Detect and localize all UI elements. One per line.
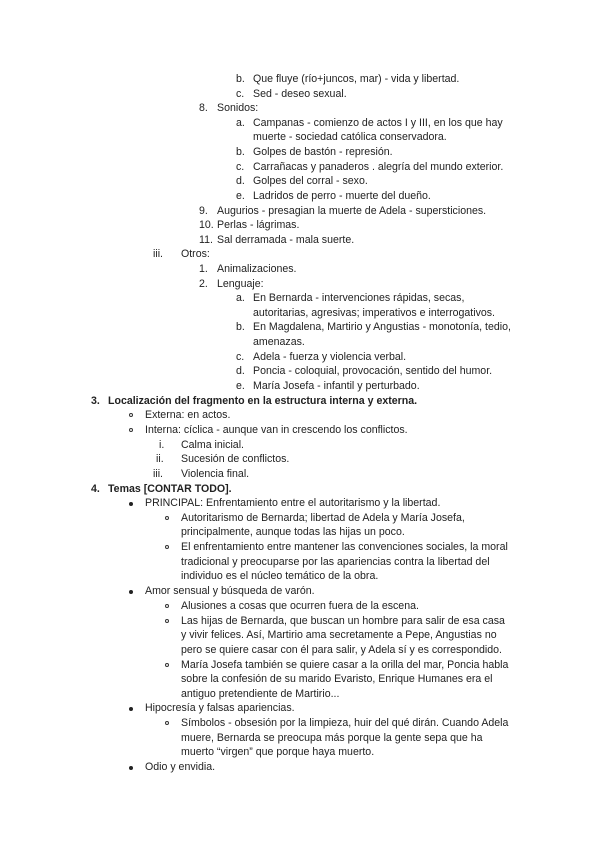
list-label: c. bbox=[236, 88, 245, 100]
list-item-text: Sucesión de conflictos. bbox=[181, 453, 290, 465]
list-item-text: En Bernarda - intervenciones rápidas, secas, bbox=[253, 292, 465, 304]
list-label: b. bbox=[236, 321, 245, 333]
list-item-text: El enfrentamiento entre mantener las convenciones sociales, la moral bbox=[181, 541, 508, 553]
list-item-text: PRINCIPAL: Enfrentamiento entre el autoritarismo y la libertad. bbox=[145, 497, 441, 509]
hollow-bullet-icon bbox=[129, 428, 133, 432]
hollow-bullet-icon bbox=[165, 663, 169, 667]
list-item-text: Campanas - comienzo de actos I y III, en los que hay bbox=[253, 117, 503, 129]
list-item-text: pero se quiere casar con él para salir, y Adela sí y es correspondido. bbox=[181, 644, 502, 656]
bullet-icon bbox=[129, 707, 133, 711]
list-label: d. bbox=[236, 365, 245, 377]
list-item-text: muerte - sociedad católica conservadora. bbox=[253, 131, 447, 143]
bullet-icon bbox=[129, 502, 133, 506]
list-number: 8. bbox=[199, 102, 208, 114]
list-item-text: Ladridos de perro - muerte del dueño. bbox=[253, 190, 431, 202]
list-item-text: Augurios - presagian la muerte de Adela - supersticiones. bbox=[217, 205, 487, 217]
list-item-text: tradicional y preocuparse por las apariencias contra la libertad del bbox=[181, 556, 490, 568]
list-item-text: y vivir felices. Así, Martirio ama secretamente a Pepe, Angustias no bbox=[181, 629, 497, 641]
list-label: e. bbox=[236, 380, 245, 392]
section-heading: Localización del fragmento en la estructura interna y externa. bbox=[108, 395, 418, 407]
list-item-text: Golpes del corral - sexo. bbox=[253, 175, 368, 187]
hollow-bullet-icon bbox=[165, 604, 169, 608]
list-label: c. bbox=[236, 351, 245, 363]
list-item-text: principalmente, aunque todas las hijas un poco. bbox=[181, 526, 405, 538]
list-item-text: Sed - deseo sexual. bbox=[253, 88, 347, 100]
section-heading: Temas [CONTAR TODO]. bbox=[108, 483, 232, 495]
list-item-title: Sonidos: bbox=[217, 102, 259, 114]
list-item-text: Adela - fuerza y violencia verbal. bbox=[253, 351, 407, 363]
list-item-text: muere, Bernarda se preocupa más porque la gente sepa que ha bbox=[181, 732, 483, 744]
list-roman: iii. bbox=[153, 468, 164, 480]
list-item-text: individuo es el núcleo temático de la obra. bbox=[181, 570, 379, 582]
list-label: e. bbox=[236, 190, 245, 202]
list-item-text: Alusiones a cosas que ocurren fuera de la escena. bbox=[181, 600, 419, 612]
list-item-text: Símbolos - obsesión por la limpieza, huir del qué dirán. Cuando Adela bbox=[181, 717, 509, 729]
list-item-text: Poncia - coloquial, provocación, sentido del humor. bbox=[253, 365, 493, 377]
list-label: d. bbox=[236, 175, 245, 187]
list-number: 2. bbox=[199, 278, 208, 290]
list-item-text: muerto “virgen” que porque haya muerto. bbox=[181, 746, 375, 758]
list-label: b. bbox=[236, 146, 245, 158]
bullet-icon bbox=[129, 590, 133, 594]
hollow-bullet-icon bbox=[165, 545, 169, 549]
hollow-bullet-icon bbox=[129, 413, 133, 417]
list-item-text: Externa: en actos. bbox=[145, 409, 231, 421]
list-item-text: Sal derramada - mala suerte. bbox=[217, 234, 355, 246]
list-item-text: antiguo pretendiente de Martirio... bbox=[181, 688, 340, 700]
list-number: 11. bbox=[199, 234, 213, 246]
list-item-text: amenazas. bbox=[253, 336, 305, 348]
list-item-text: Odio y envidia. bbox=[145, 761, 216, 773]
list-item-text: María Josefa - infantil y perturbado. bbox=[253, 380, 420, 392]
section-number: 4. bbox=[91, 483, 100, 495]
hollow-bullet-icon bbox=[165, 721, 169, 725]
list-label: c. bbox=[236, 161, 245, 173]
list-item-text: María Josefa también se quiere casar a la orilla del mar, Poncia habla bbox=[181, 659, 509, 671]
list-item-text: Carrañacas y panaderos . alegría del mundo exterior. bbox=[253, 161, 504, 173]
list-item-text: Interna: cíclica - aunque van in crescendo los conflictos. bbox=[145, 424, 408, 436]
list-item-text: Golpes de bastón - represión. bbox=[253, 146, 393, 158]
list-item-text: Hipocresía y falsas apariencias. bbox=[145, 702, 295, 714]
list-item-text: Que fluye (río+juncos, mar) - vida y libertad. bbox=[253, 73, 460, 85]
hollow-bullet-icon bbox=[165, 619, 169, 623]
list-roman: i. bbox=[159, 439, 165, 451]
list-label: a. bbox=[236, 117, 245, 129]
list-item-text: Violencia final. bbox=[181, 468, 250, 480]
list-number: 10. bbox=[199, 219, 214, 231]
list-item-text: En Magdalena, Martirio y Angustias - monotonía, tedio, bbox=[253, 321, 511, 333]
list-roman: ii. bbox=[156, 453, 164, 465]
list-label: b. bbox=[236, 73, 245, 85]
list-roman: iii. bbox=[153, 248, 164, 260]
list-item-text: Perlas - lágrimas. bbox=[217, 219, 300, 231]
list-item-text: Amor sensual y búsqueda de varón. bbox=[145, 585, 315, 597]
list-item-text: Calma inicial. bbox=[181, 439, 244, 451]
list-number: 9. bbox=[199, 205, 208, 217]
list-item-text: autoritarias, agresivas; imperativos e interrogativos. bbox=[253, 307, 495, 319]
list-item-text: Animalizaciones. bbox=[217, 263, 297, 275]
list-number: 1. bbox=[199, 263, 208, 275]
list-item-title: Lenguaje: bbox=[217, 278, 264, 290]
hollow-bullet-icon bbox=[165, 516, 169, 520]
bullet-icon bbox=[129, 766, 133, 770]
list-item-text: Las hijas de Bernarda, que buscan un hombre para salir de esa casa bbox=[181, 615, 505, 627]
section-number: 3. bbox=[91, 395, 100, 407]
list-label: a. bbox=[236, 292, 245, 304]
list-item-title: Otros: bbox=[181, 248, 210, 260]
list-item-text: Autoritarismo de Bernarda; libertad de Adela y María Josefa, bbox=[181, 512, 465, 524]
list-item-text: sobre la confesión de su marido Evaristo, Enrique Humanes era el bbox=[181, 673, 493, 685]
